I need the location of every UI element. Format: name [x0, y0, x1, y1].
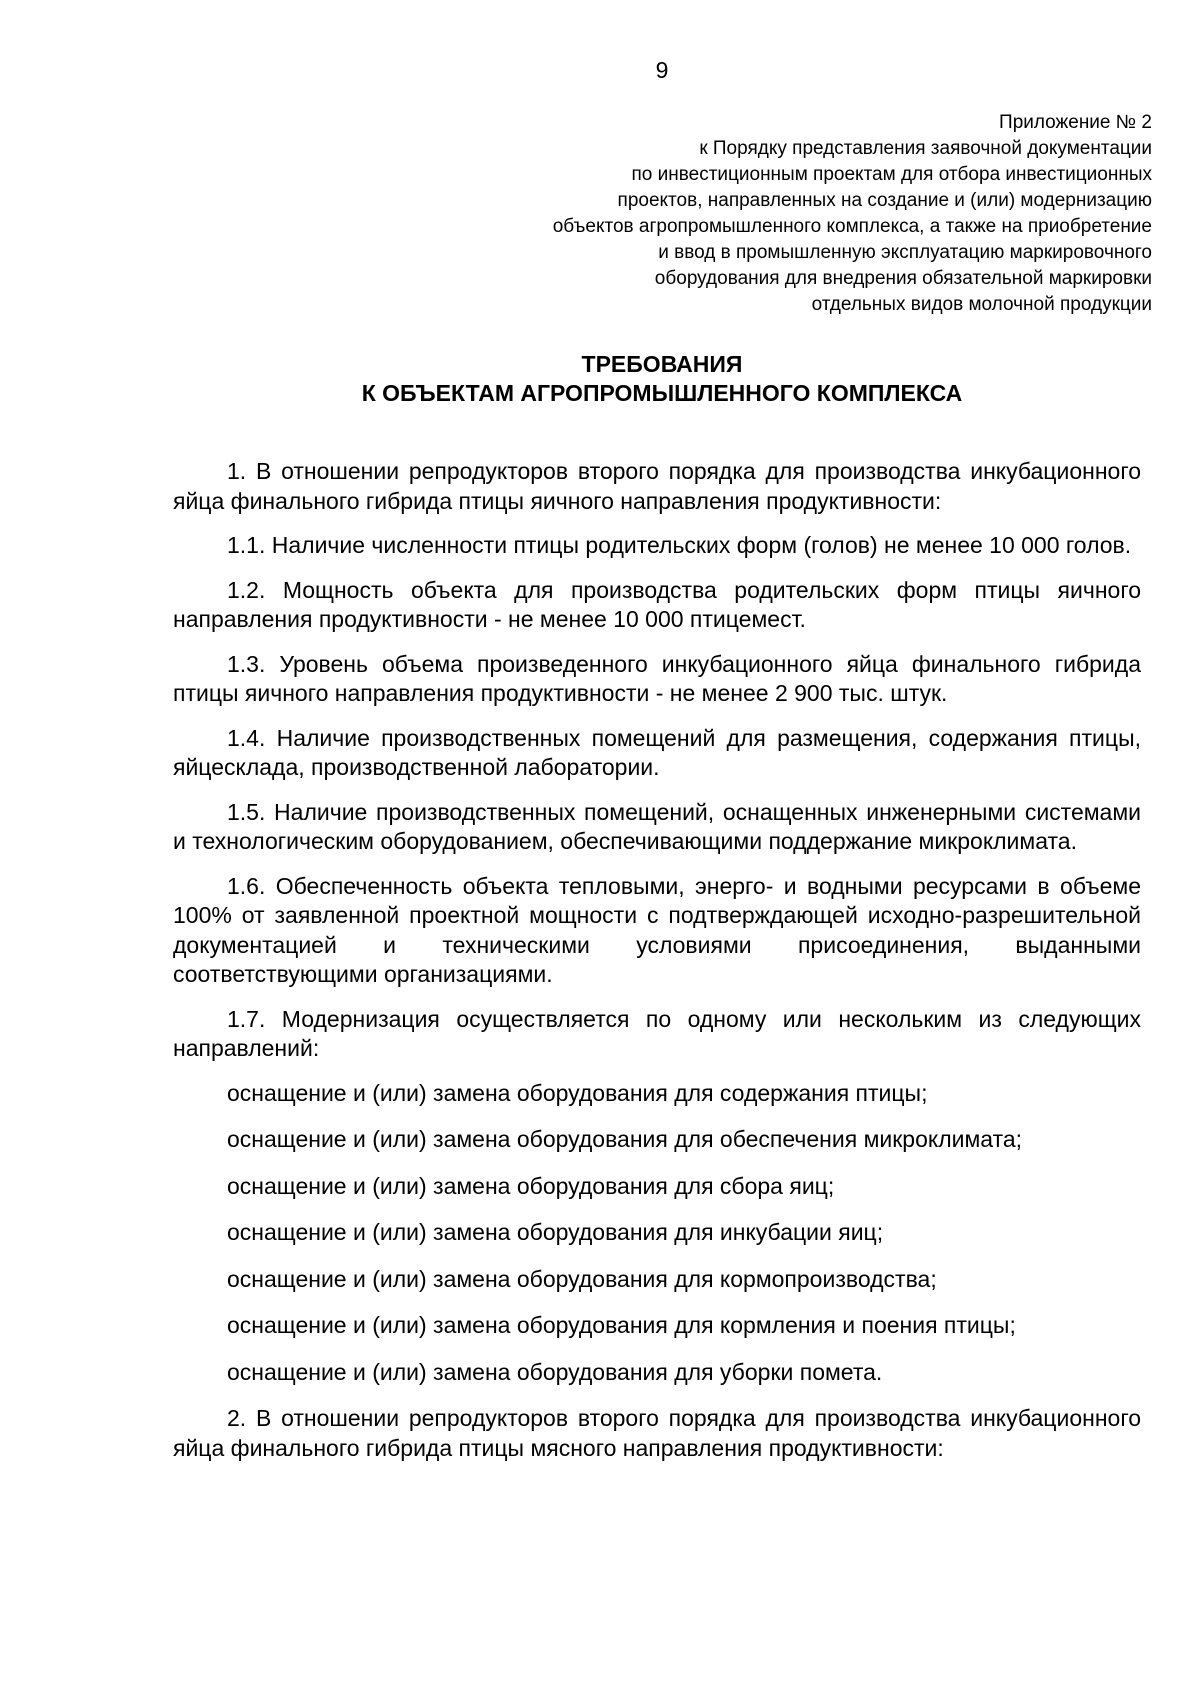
list-item: оснащение и (или) замена оборудования для содержания птицы; — [227, 1079, 928, 1106]
annex-line: к Порядку представления заявочной документации — [699, 138, 1152, 159]
paragraph-1-2: 1.2. Мощность объекта для производства родительских форм птицы яичного направления продуктивности - не менее 10 000 птицемест. — [173, 576, 1141, 632]
annex-line: по инвестиционным проектам для отбора инвестиционных — [631, 164, 1152, 185]
annex-header — [252, 110, 1152, 318]
list-item: оснащение и (или) замена оборудования для инкубации яиц; — [227, 1219, 884, 1245]
list-item: оснащение и (или) замена оборудования для кормопроизводства; — [227, 1265, 937, 1292]
annex-line: объектов агропромышленного комплекса, а также на приобретение — [552, 216, 1152, 237]
annex-line: и ввод в промышленную эксплуатацию маркировочного — [658, 242, 1152, 263]
annex-line: отдельных видов молочной продукции — [811, 294, 1152, 315]
paragraph-1-7: 1.7. Модернизация осуществляется по одному или нескольким из следующих направлений: — [173, 1005, 1141, 1061]
document-body — [173, 457, 1141, 1478]
paragraph-1-5: 1.5. Наличие производственных помещений, оснащенных инженерными системами и технологическим оборудованием, обеспечивающими поддержание микроклимата. — [173, 798, 1141, 854]
title-line-1: ТРЕБОВАНИЯ — [581, 351, 743, 377]
paragraph-1-4: 1.4. Наличие производственных помещений для размещения, содержания птицы, яйцесклада, производственной лаборатории. — [173, 724, 1141, 780]
list-item: оснащение и (или) замена оборудования для уборки помета. — [227, 1358, 883, 1385]
document-title — [0, 350, 1200, 408]
paragraph-2: 2. В отношении репродукторов второго порядка для производства инкубационного яйца финального гибрида птицы мясного направления продуктивности: — [173, 1405, 1141, 1461]
page-number: 9 — [655, 57, 669, 83]
annex-line: оборудования для внедрения обязательной маркировки — [654, 268, 1152, 289]
paragraph-1-6: 1.6. Обеспеченность объекта тепловыми, энерго- и водными ресурсами в объеме 100% от заявленной проектной мощности с подтверждающей исходно-разрешительной документацией и техническими условиями присоединения, выданными соответствующими организациями. — [173, 872, 1141, 987]
list-item: оснащение и (или) замена оборудования для обеспечения микроклимата; — [227, 1126, 1023, 1152]
list-item: оснащение и (или) замена оборудования для сбора яиц; — [227, 1172, 835, 1199]
title-line-2: К ОБЪЕКТАМ АГРОПРОМЫШЛЕННОГО КОМПЛЕКСА — [361, 380, 963, 406]
annex-line: проектов, направленных на создание и (или) модернизацию — [617, 190, 1152, 211]
annex-line: Приложение № 2 — [999, 112, 1152, 133]
list-item: оснащение и (или) замена оборудования для кормления и поения птицы; — [227, 1312, 1016, 1338]
paragraph-1-3: 1.3. Уровень объема произведенного инкубационного яйца финального гибрида птицы яичного направления продуктивности - не менее 2 900 тыс. штук. — [173, 650, 1141, 706]
paragraph-1: 1. В отношении репродукторов второго порядка для производства инкубационного яйца финального гибрида птицы яичного направления продуктивности: — [173, 458, 1141, 514]
paragraph-1-1: 1.1. Наличие численности птицы родительских форм (голов) не менее 10 000 голов. — [227, 532, 1132, 558]
